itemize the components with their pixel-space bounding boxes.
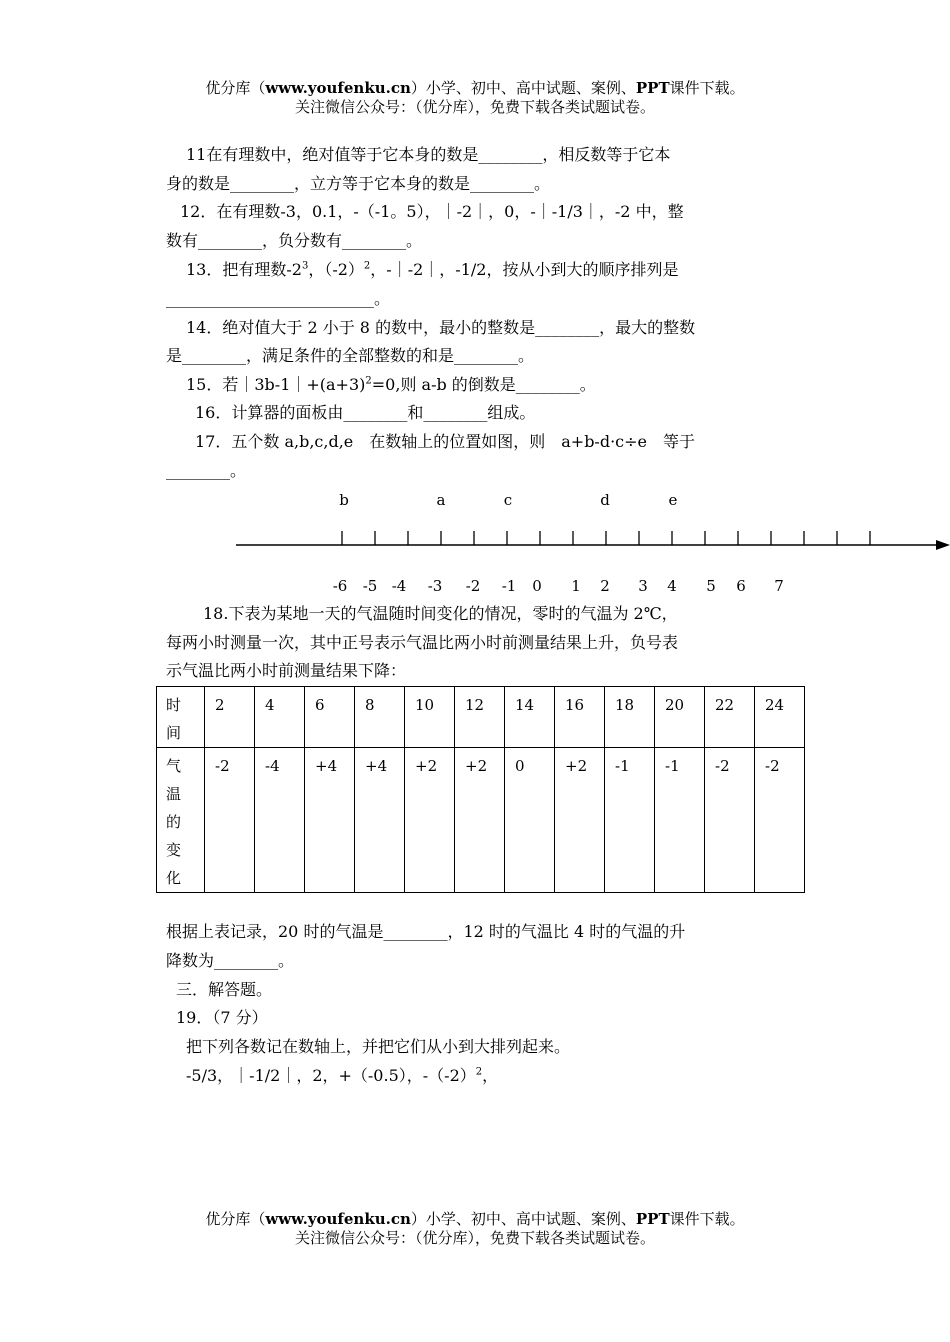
table-cell-time: 18 — [605, 687, 655, 748]
number-line-number: -4 — [391, 577, 407, 595]
time-head-label: 时间 — [166, 696, 182, 742]
q18-line1: 18.下表为某地一天的气温随时间变化的情况，零时的气温为 2℃， — [203, 604, 678, 623]
q19-title: 19．（7 分） — [176, 1008, 268, 1027]
number-line-letter: c — [503, 491, 513, 509]
number-line-number: 3 — [638, 577, 648, 595]
temperature-table — [156, 686, 805, 893]
number-line-ticks — [342, 531, 870, 545]
table-cell-change: +4 — [305, 748, 355, 893]
q13-part-c: ，-｜-2｜，-1/2，按从小到大的顺序排列是 — [370, 260, 679, 279]
table-cell-change: -4 — [255, 748, 305, 893]
q14-line2: 是________，满足条件的全部整数的和是________。 — [166, 346, 535, 365]
q11-line1: 11在有理数中，绝对值等于它本身的数是________，相反数等于它本 — [186, 145, 671, 164]
q13-part-a: 13．把有理数-2 — [186, 260, 302, 279]
table-cell-change: +2 — [405, 748, 455, 893]
q12-line1: 12．在有理数-3，0.1，-（-1。5），｜-2｜，0，-｜-1/3｜，-2 中，整 — [180, 202, 684, 221]
table-cell-time: 10 — [405, 687, 455, 748]
q12-line2: 数有________，负分数有________。 — [166, 231, 423, 250]
q19-line2 — [186, 1066, 498, 1086]
after-table-line1: 根据上表记录，20 时的气温是________，12 时的气温比 4 时的气温的升 — [166, 922, 686, 941]
footer-suffix: 课件下载。 — [669, 1210, 745, 1228]
q13-line2: __________________________。 — [166, 289, 391, 308]
number-line-number: -3 — [427, 577, 443, 595]
q14-line1: 14．绝对值大于 2 小于 8 的数中，最小的整数是________，最大的整数 — [186, 318, 696, 337]
number-line-number: 1 — [571, 577, 581, 595]
table-row — [157, 748, 805, 893]
table-row — [157, 687, 805, 748]
q19-sup: 2 — [475, 1066, 483, 1078]
table-cell-time: 20 — [655, 687, 705, 748]
number-line-number: 7 — [774, 577, 784, 595]
table-cell-time: 2 — [205, 687, 255, 748]
table-cell-time: 4 — [255, 687, 305, 748]
header-prefix: 优分库（ — [205, 79, 266, 97]
number-line-figure — [0, 480, 950, 600]
number-line-number: -1 — [501, 577, 517, 595]
q13-line1 — [186, 260, 678, 280]
number-line-letter: a — [436, 491, 446, 509]
footer-mid: ）小学、初中、高中试题、案例、 — [410, 1210, 636, 1228]
number-line-number: -2 — [465, 577, 481, 595]
q18-line2: 每两小时测量一次，其中正号表示气温比两小时前测量结果上升，负号表 — [166, 633, 679, 652]
q19-line1: 把下列各数记在数轴上，并把它们从小到大排列起来。 — [186, 1037, 571, 1056]
header-site: www.youfenku.cn — [265, 79, 411, 97]
number-line-number: 2 — [600, 577, 610, 595]
table-cell-time: 22 — [705, 687, 755, 748]
table-cell-change: +2 — [455, 748, 505, 893]
table-cell-time: 14 — [505, 687, 555, 748]
q18-line3: 示气温比两小时前测量结果下降： — [166, 661, 407, 680]
q11-line2: 身的数是________，立方等于它本身的数是________。 — [166, 174, 551, 193]
number-line-number: 5 — [706, 577, 716, 595]
after-table-line2: 降数为________。 — [166, 951, 295, 970]
q17-line1: 17．五个数 a,b,c,d,e 在数轴上的位置如图，则 a+b-d·c÷e 等于 — [195, 432, 696, 451]
table-cell-time: 24 — [755, 687, 805, 748]
q17-line2: ________。 — [166, 461, 247, 480]
table-cell-time: 16 — [555, 687, 605, 748]
footer-ppt: PPT — [635, 1210, 670, 1228]
page-header-line1 — [0, 79, 950, 98]
footer-site: www.youfenku.cn — [265, 1210, 411, 1228]
number-line-number: 0 — [532, 577, 542, 595]
table-cell-time: 6 — [305, 687, 355, 748]
q13-sup-1: 3 — [301, 260, 309, 272]
page-header-line2: 关注微信公众号：（优分库），免费下载各类试题试卷。 — [294, 98, 655, 116]
number-line-number: -6 — [332, 577, 348, 595]
table-cell-time: 12 — [455, 687, 505, 748]
header-suffix: 课件下载。 — [669, 79, 745, 97]
q13-part-b: ，（-2） — [308, 260, 364, 279]
table-head-change — [157, 748, 205, 893]
number-line-number: 6 — [736, 577, 746, 595]
table-cell-change: +2 — [555, 748, 605, 893]
header-mid: ）小学、初中、高中试题、案例、 — [410, 79, 636, 97]
number-line-number: -5 — [362, 577, 378, 595]
section-3-title: 三．解答题。 — [176, 980, 273, 999]
number-line-number: 4 — [667, 577, 677, 595]
q19-part-b: ， — [482, 1066, 499, 1085]
arrow-right-icon — [936, 540, 950, 550]
table-cell-change: +4 — [355, 748, 405, 893]
table-cell-change: 0 — [505, 748, 555, 893]
change-head-label: 气温的变化 — [166, 757, 182, 887]
number-line-letters — [339, 491, 677, 509]
q15-line — [186, 375, 596, 395]
number-line-letter: e — [668, 491, 678, 509]
page-footer-line2: 关注微信公众号：（优分库），免费下载各类试题试卷。 — [294, 1229, 655, 1247]
number-line-letter: b — [339, 491, 349, 509]
q15-sup: 2 — [365, 375, 372, 387]
q13-sup-2: 2 — [363, 260, 371, 272]
q19-part-a: -5/3，｜-1/2｜，2，+（-0.5），-（-2） — [186, 1066, 476, 1085]
page-footer-line1 — [0, 1210, 950, 1229]
number-line-numbers — [333, 577, 784, 595]
table-cell-time: 8 — [355, 687, 405, 748]
footer-prefix: 优分库（ — [205, 1210, 266, 1228]
table-cell-change: -2 — [205, 748, 255, 893]
q16-line: 16．计算器的面板由________和________组成。 — [195, 403, 536, 422]
header-ppt: PPT — [635, 79, 670, 97]
table-cell-change: -2 — [755, 748, 805, 893]
number-line-letter: d — [600, 491, 610, 509]
table-head-time — [157, 687, 205, 748]
table-cell-change: -1 — [605, 748, 655, 893]
table-cell-change: -1 — [655, 748, 705, 893]
q15-part-b: =0,则 a-b 的倒数是________。 — [371, 375, 596, 394]
q15-part-a: 15．若｜3b-1｜+(a+3) — [186, 375, 366, 394]
table-cell-change: -2 — [705, 748, 755, 893]
